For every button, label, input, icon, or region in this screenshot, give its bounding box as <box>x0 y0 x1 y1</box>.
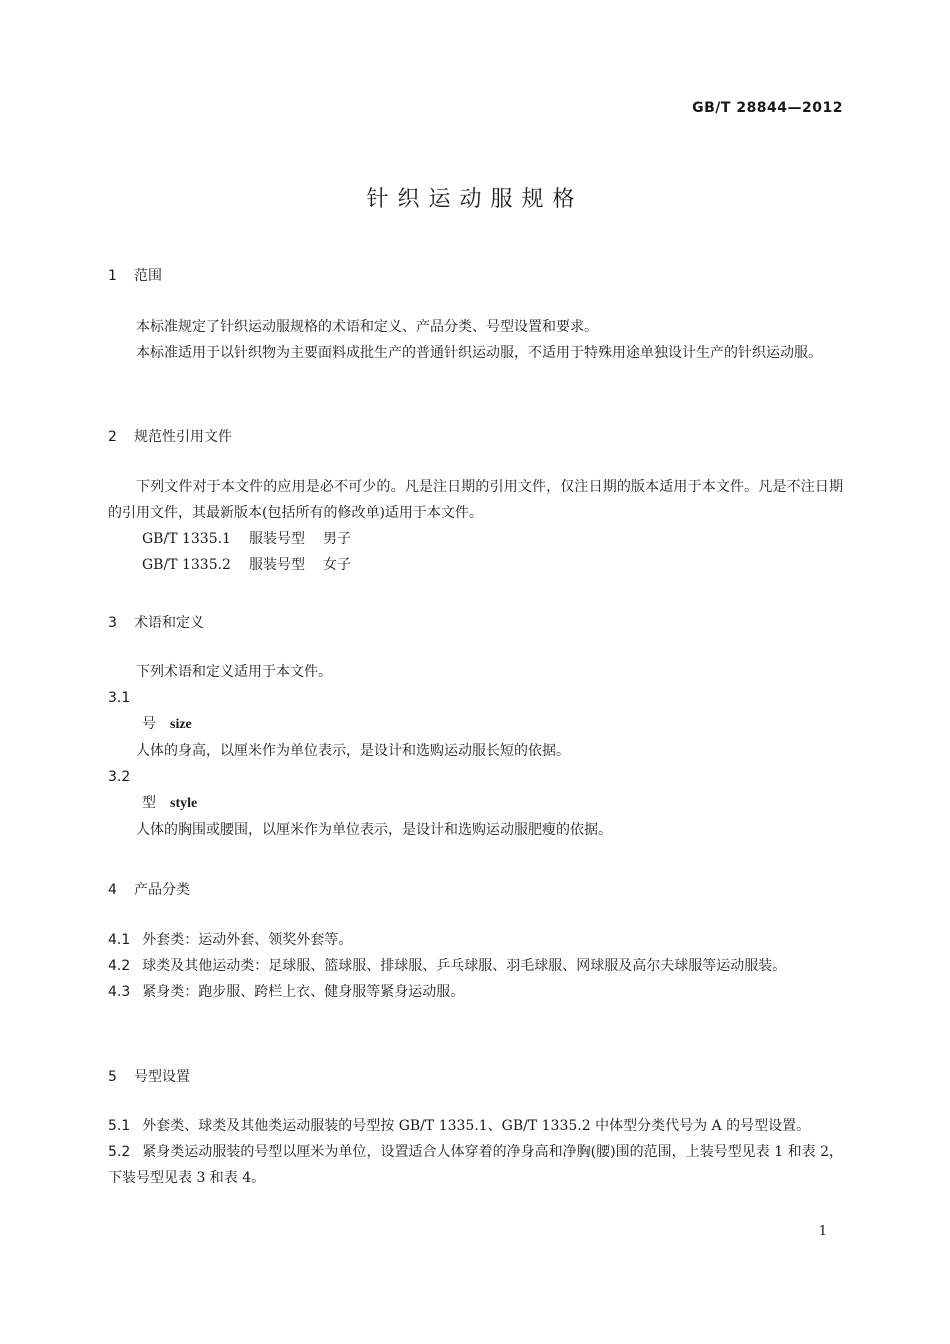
section-number: 4 <box>108 882 117 898</box>
term-definition: 人体的身高，以厘米作为单位表示，是设计和选购运动服长短的依据。 <box>136 743 570 759</box>
term-entry <box>108 790 843 817</box>
section-5-body <box>108 1113 843 1191</box>
reference-part: 女子 <box>322 557 351 573</box>
reference-name: 服装号型 <box>248 531 305 547</box>
clause-text: 外套类、球类及其他类运动服装的号型按 GB/T 1335.1、GB/T 1335.2 中体型分类代号为 A 的号型设置。 <box>142 1118 811 1134</box>
clause-item <box>108 979 843 1005</box>
term-zh: 型 <box>142 795 156 811</box>
section-2-heading <box>108 426 843 446</box>
section-number: 1 <box>108 268 117 284</box>
standard-code: GB/T 28844—2012 <box>692 100 843 116</box>
clause-text: 外套类：运动外套、领奖外套等。 <box>142 932 353 948</box>
reference-item <box>108 526 843 552</box>
reference-item <box>108 552 843 578</box>
clause-text: 紧身类：跑步服、跨栏上衣、健身服等紧身运动服。 <box>142 984 465 1000</box>
term-entry <box>108 711 843 738</box>
term-number: 3.2 <box>108 769 131 785</box>
clause-text: 球类及其他运动类：足球服、篮球服、排球服、乒乓球服、羽毛球服、网球服及高尔夫球服等运动服装。 <box>142 958 787 974</box>
section-3-heading <box>108 612 843 632</box>
section-title: 术语和定义 <box>134 615 204 631</box>
section-1-heading <box>108 265 843 285</box>
clause-item <box>108 1113 843 1139</box>
section-5-heading <box>108 1066 843 1086</box>
paragraph: 本标准适用于以针织物为主要面料成批生产的普通针织运动服，不适用于特殊用途单独设计生产的针织运动服。 <box>136 345 822 361</box>
section-title: 范围 <box>134 268 162 284</box>
section-3-body <box>108 659 843 843</box>
document-title: 针织运动服规格 <box>366 187 584 212</box>
page-number: 1 <box>818 1224 827 1239</box>
section-4-body <box>108 927 843 1005</box>
paragraph: 下列术语和定义适用于本文件。 <box>136 664 332 680</box>
clause-number: 4.2 <box>108 958 131 974</box>
reference-part: 男子 <box>322 531 351 547</box>
section-2-body <box>108 474 843 578</box>
term-zh: 号 <box>142 716 156 732</box>
section-number: 3 <box>108 615 117 631</box>
clause-item <box>108 927 843 953</box>
clause-number: 4.1 <box>108 932 131 948</box>
term-en: size <box>170 717 192 732</box>
section-title: 产品分类 <box>134 882 190 898</box>
section-4-heading <box>108 879 843 899</box>
reference-name: 服装号型 <box>248 557 305 573</box>
paragraph: 下列文件对于本文件的应用是必不可少的。凡是注日期的引用文件，仅注日期的版本适用于本文件。凡是不注日期的引用文件，其最新版本(包括所有的修改单)适用于本文件。 <box>108 479 843 521</box>
term-definition: 人体的胸围或腰围，以厘米作为单位表示，是设计和选购运动服肥瘦的依据。 <box>136 822 612 838</box>
term-number: 3.1 <box>108 690 131 706</box>
clause-item <box>108 1139 843 1191</box>
section-number: 5 <box>108 1069 117 1085</box>
clause-number: 5.1 <box>108 1118 131 1134</box>
paragraph: 本标准规定了针织运动服规格的术语和定义、产品分类、号型设置和要求。 <box>136 319 598 335</box>
section-title: 规范性引用文件 <box>134 429 232 445</box>
clause-text: 紧身类运动服装的号型以厘米为单位，设置适合人体穿着的净身高和净胸(腰)围的范围，上装号型见表 1 和表 2，下装号型见表 3 和表 4。 <box>108 1144 843 1186</box>
clause-item <box>108 953 843 979</box>
term-en: style <box>170 796 198 811</box>
reference-code: GB/T 1335.1 <box>142 531 231 547</box>
section-1-body <box>108 314 843 366</box>
clause-number: 4.3 <box>108 984 131 1000</box>
section-title: 号型设置 <box>134 1069 190 1085</box>
reference-code: GB/T 1335.2 <box>142 557 231 573</box>
clause-number: 5.2 <box>108 1144 131 1160</box>
section-number: 2 <box>108 429 117 445</box>
